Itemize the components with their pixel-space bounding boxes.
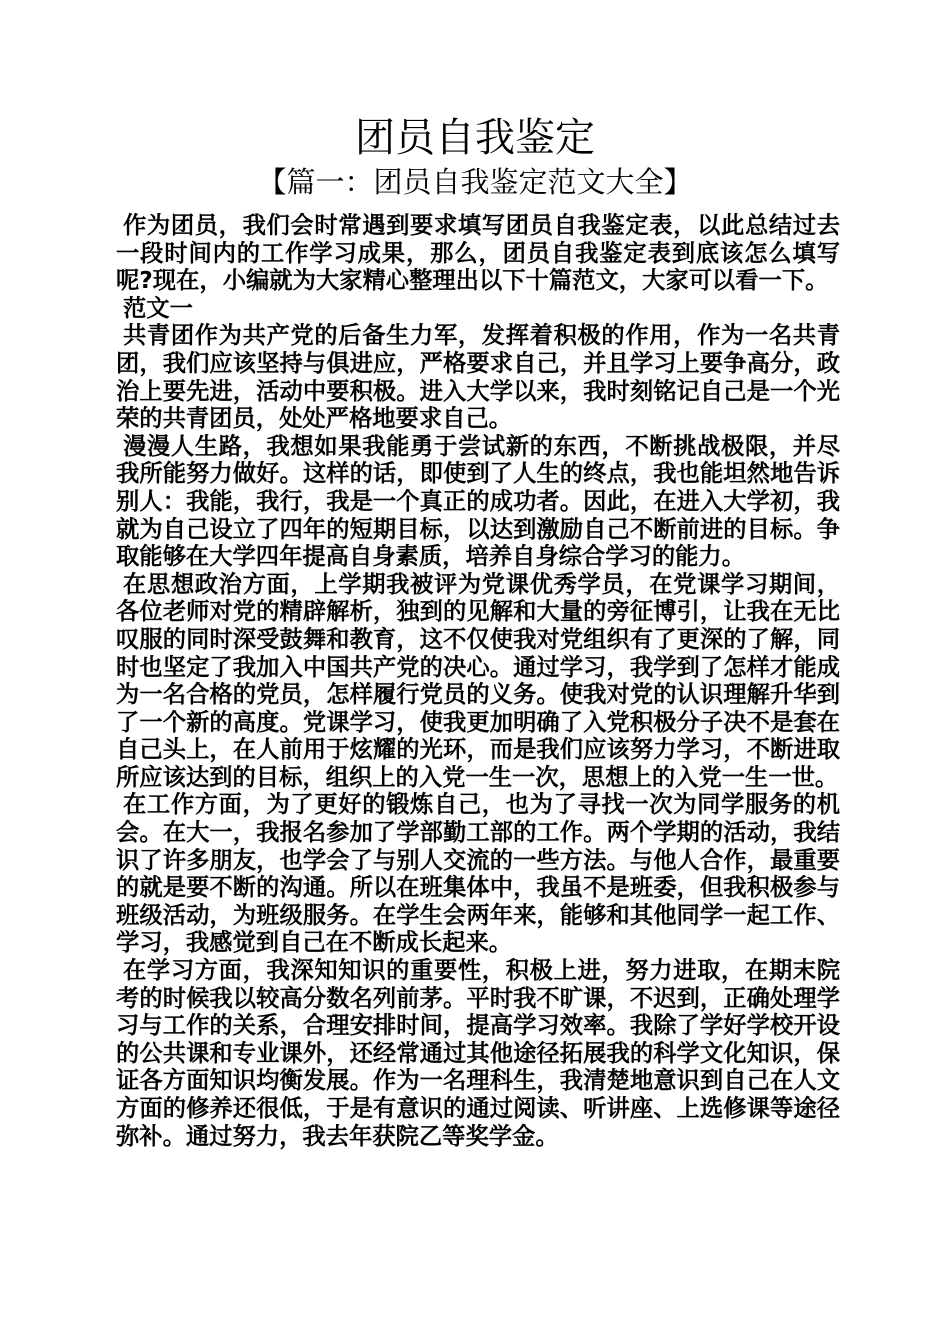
paragraph-intro: 作为团员，我们会时常遇到要求填写团员自我鉴定表，以此总结过去一段时间内的工作学习成果，那么，团员自我鉴定表到底该怎么填写呢?现在，小编就为大家精心整理出以下十篇范文，大家可以看一下。 xyxy=(116,212,840,295)
document-subtitle: 【篇一：团员自我鉴定范文大全】 xyxy=(257,165,693,199)
document-title: 团员自我鉴定 xyxy=(355,115,595,161)
paragraph-heading-sample-one: 范文一 xyxy=(122,294,193,322)
paragraph: 在工作方面，为了更好的锻炼自己，也为了寻找一次为同学服务的机会。在大一，我报名参加了学部勤工部的工作。两个学期的活动，我结识了许多朋友，也学会了与别人交流的一些方法。与他人合作，最重要的就是要不断的沟通。所以在班集体中，我虽不是班委，但我积极参与班级活动，为班级服务。在学生会两年来，能够和其他同学一起工作、学习，我感觉到自己在不断成长起来。 xyxy=(116,791,840,957)
paragraph: 在思想政治方面，上学期我被评为党课优秀学员，在党课学习期间，各位老师对党的精辟解析，独到的见解和大量的旁征博引，让我在无比叹服的同时深受鼓舞和教育，这不仅使我对党组织有了更深的了解，同时也坚定了我加入中国共产党的决心。通过学习，我学到了怎样才能成为一名合格的党员，怎样履行党员的义务。使我对党的认识理解升华到了一个新的高度。党课学习，使我更加明确了入党积极分子决不是套在自己头上，在人前用于炫耀的光环，而是我们应该努力学习，不断进取所应该达到的目标，组织上的入党一生一次，思想上的入党一生一世。 xyxy=(116,570,840,791)
paragraph: 共青团作为共产党的后备生力军，发挥着积极的作用，作为一名共青团，我们应该坚持与俱进应，严格要求自己，并且学习上要争高分，政治上要先进，活动中要积极。进入大学以来，我时刻铭记自己是一个光荣的共青团员，处处严格地要求自己。 xyxy=(116,322,840,433)
paragraph: 在学习方面，我深知知识的重要性，积极上进，努力进取，在期末院考的时候我以较高分数名列前茅。平时我不旷课，不迟到，正确处理学习与工作的关系，合理安排时间，提高学习效率。我除了学好学校开设的公共课和专业课外，还经常通过其他途径拓展我的科学文化知识，保证各方面知识均衡发展。作为一名理科生，我清楚地意识到自己在人文方面的修养还很低，于是有意识的通过阅读、听讲座、上选修课等途径弥补。通过努力，我去年获院乙等奖学金。 xyxy=(116,957,840,1150)
document-body xyxy=(116,212,840,1150)
paragraph: 漫漫人生路，我想如果我能勇于尝试新的东西，不断挑战极限，并尽我所能努力做好。这样的话，即使到了人生的终点，我也能坦然地告诉别人：我能，我行，我是一个真正的成功者。因此，在进入大学初，我就为自己设立了四年的短期目标，以达到激励自己不断前进的目标。争取能够在大学四年提高自身素质，培养自身综合学习的能力。 xyxy=(116,432,840,571)
